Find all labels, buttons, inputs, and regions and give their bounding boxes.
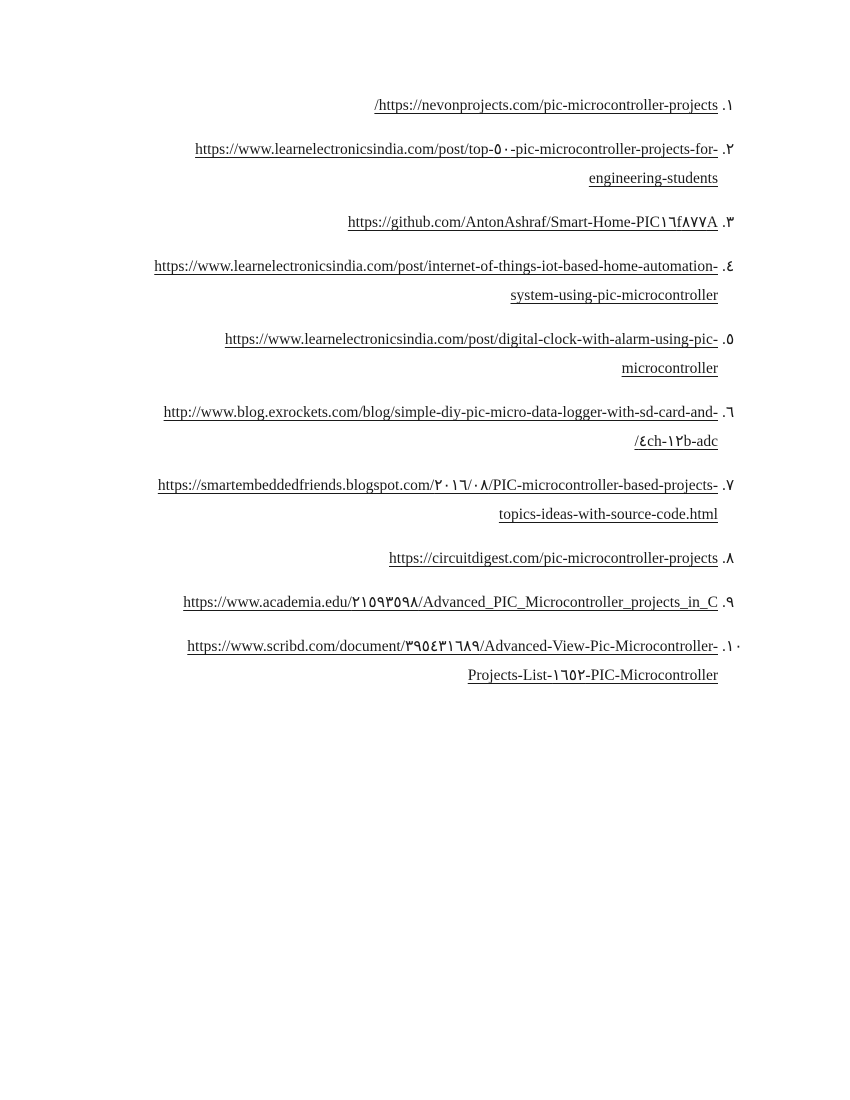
reference-link-text: https://www.learnelectronicsindia.com/post/digital-clock-with-alarm-using-pic- (224, 331, 718, 348)
reference-link-text: https://github.com/AntonAshraf/Smart-Home-PIC١٦f٨٧٧A (347, 214, 718, 231)
reference-link-line (100, 398, 718, 427)
reference-item (100, 252, 750, 310)
reference-link-line (100, 252, 718, 281)
reference-link-line (100, 661, 718, 690)
reference-item (100, 91, 750, 120)
reference-link-text: https://www.scribd.com/document/٣٩٥٤٣١٦٨٩/Advanced-View-Pic-Microcontroller- (187, 638, 718, 655)
reference-link-line (100, 135, 718, 164)
reference-list (100, 91, 750, 705)
reference-link-line (100, 500, 718, 529)
reference-link[interactable] (100, 208, 718, 237)
reference-number: .٤ (722, 258, 735, 275)
reference-link-text: Projects-List-١٦٥٢-PIC-Microcontroller (467, 667, 718, 684)
reference-link[interactable] (100, 91, 718, 120)
reference-link-line (100, 164, 718, 193)
reference-link[interactable] (100, 325, 718, 383)
reference-number: .٥ (722, 331, 735, 348)
reference-link[interactable] (100, 588, 718, 617)
reference-number: .١ (722, 97, 735, 114)
reference-link-text: https://smartembeddedfriends.blogspot.com/٢٠١٦/٠٨/PIC-microcontroller-based-projects- (157, 477, 718, 494)
reference-number: .٨ (722, 550, 735, 567)
reference-link-text: /https://nevonprojects.com/pic-microcontroller-projects (374, 97, 718, 114)
reference-link[interactable] (100, 632, 718, 690)
reference-link-text: https://www.learnelectronicsindia.com/post/top-٥٠-pic-microcontroller-projects-for- (195, 141, 718, 158)
reference-link-line (100, 208, 718, 237)
reference-number: .٣ (722, 214, 735, 231)
reference-link[interactable] (100, 544, 718, 573)
reference-link-text: /٤ch-١٢b-adc (634, 433, 718, 450)
reference-link-line (100, 281, 718, 310)
reference-number: .٧ (722, 477, 735, 494)
reference-item (100, 632, 750, 690)
reference-link-line (100, 471, 718, 500)
reference-link[interactable] (100, 252, 718, 310)
reference-item (100, 135, 750, 193)
reference-link-text: https://www.learnelectronicsindia.com/post/internet-of-things-iot-based-home-automation- (154, 258, 718, 275)
reference-number: .٦ (722, 404, 735, 421)
reference-link-text: engineering-students (588, 170, 718, 187)
reference-link-text: http://www.blog.exrockets.com/blog/simple-diy-pic-micro-data-logger-with-sd-card-and- (163, 404, 718, 421)
reference-link-line (100, 544, 718, 573)
reference-link-line (100, 588, 718, 617)
reference-item (100, 398, 750, 456)
reference-number: .٩ (722, 594, 735, 611)
reference-item (100, 544, 750, 573)
reference-link-text: system-using-pic-microcontroller (510, 287, 718, 304)
reference-number: .١٠ (722, 638, 743, 655)
reference-link-text: https://circuitdigest.com/pic-microcontroller-projects (389, 550, 718, 567)
reference-item (100, 588, 750, 617)
reference-link[interactable] (100, 398, 718, 456)
reference-item (100, 325, 750, 383)
reference-link-line (100, 632, 718, 661)
reference-item (100, 471, 750, 529)
reference-item (100, 208, 750, 237)
reference-link-line (100, 354, 718, 383)
reference-link-line (100, 427, 718, 456)
reference-link-text: https://www.academia.edu/٢١٥٩٣٥٩٨/Advanced_PIC_Microcontroller_projects_in_C (183, 594, 718, 611)
reference-link-line (100, 325, 718, 354)
reference-link[interactable] (100, 135, 718, 193)
reference-link-text: topics-ideas-with-source-code.html (498, 506, 718, 523)
reference-link[interactable] (100, 471, 718, 529)
reference-link-text: microcontroller (621, 360, 718, 377)
reference-number: .٢ (722, 141, 735, 158)
reference-link-line (100, 91, 718, 120)
